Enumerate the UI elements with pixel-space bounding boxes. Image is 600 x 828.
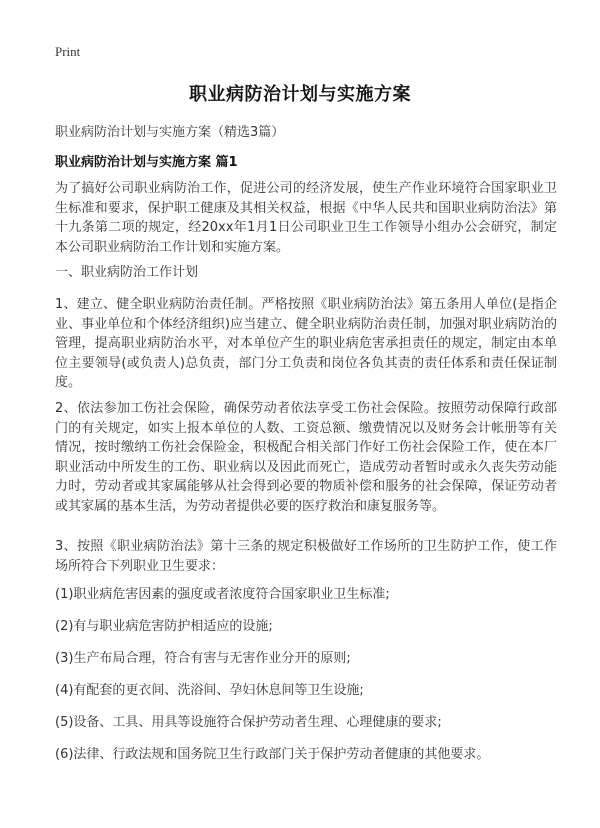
page-title: 职业病防治计划与实施方案 xyxy=(189,84,411,105)
list-item: (4)有配套的更衣间、洗浴间、孕妇休息间等卫生设施; xyxy=(55,683,364,698)
paragraph-3: 3、按照《职业病防治法》第十三条的规定积极做好工作场所的卫生防护工作，使工作场所符合下列职业卫生要求： xyxy=(55,539,557,574)
paragraph-1: 1、建立、健全职业病防治责任制。严格按照《职业病防治法》第五条用人单位(是指企业、事业单位和个体经济组织)应当建立、健全职业病防治责任制，加强对职业病防治的管理，提高职业病防治水平，对本单位产生的职业病危害承担责任的规定，制定由本单位主要领导(或负责人)总负责，部门分工负责和岗位各负其责的责任体系和责任保证制度。 xyxy=(55,297,557,390)
intro-paragraph: 为了搞好公司职业病防治工作，促进公司的经济发展，使生产作业环境符合国家职业卫生标准和要求，保护职工健康及其相关权益，根据《中华人民共和国职业病防治法》第十九条第二项的规定，经20xx年1月1日公司职业卫生工作领导小组办公会研究，制定本公司职业病防治工作计划和实施方案。 xyxy=(55,181,557,255)
list-item: (1)职业病危害因素的强度或者浓度符合国家职业卫生标准; xyxy=(55,587,390,602)
print-link[interactable]: Print xyxy=(55,44,81,59)
list-item: (6)法律、行政法规和国务院卫生行政部门关于保护劳动者健康的其他要求。 xyxy=(55,747,490,762)
paragraph-2: 2、依法参加工伤社会保险，确保劳动者依法享受工伤社会保险。按照劳动保障行政部门的有关规定，如实上报本单位的人数、工资总额、缴费情况以及财务会计帐册等有关情况，按时缴纳工伤社会保险金，积极配合相关部门作好工伤社会保险工作，使在本厂职业活动中所发生的工伤、职业病以及因此而死亡，造成劳动者暂时或永久丧失劳动能力时，劳动者或其家属能够从社会得到必要的物质补偿和服务的社会保障，保证劳动者或其家属的基本生活，为劳动者提供必要的医疗救治和康复服务等。 xyxy=(55,401,557,514)
plan-heading: 一、职业病防治工作计划 xyxy=(55,265,199,280)
list-item: (5)设备、工具、用具等设施符合保护劳动者生理、心理健康的要求; xyxy=(55,715,442,730)
section-heading: 职业病防治计划与实施方案 篇1 xyxy=(55,155,238,170)
list-item: (2)有与职业病危害防护相适应的设施; xyxy=(55,619,273,634)
list-item: (3)生产布局合理，符合有害与无害作业分开的原则; xyxy=(55,651,351,666)
document-subtitle: 职业病防治计划与实施方案（精选3篇） xyxy=(55,125,285,140)
